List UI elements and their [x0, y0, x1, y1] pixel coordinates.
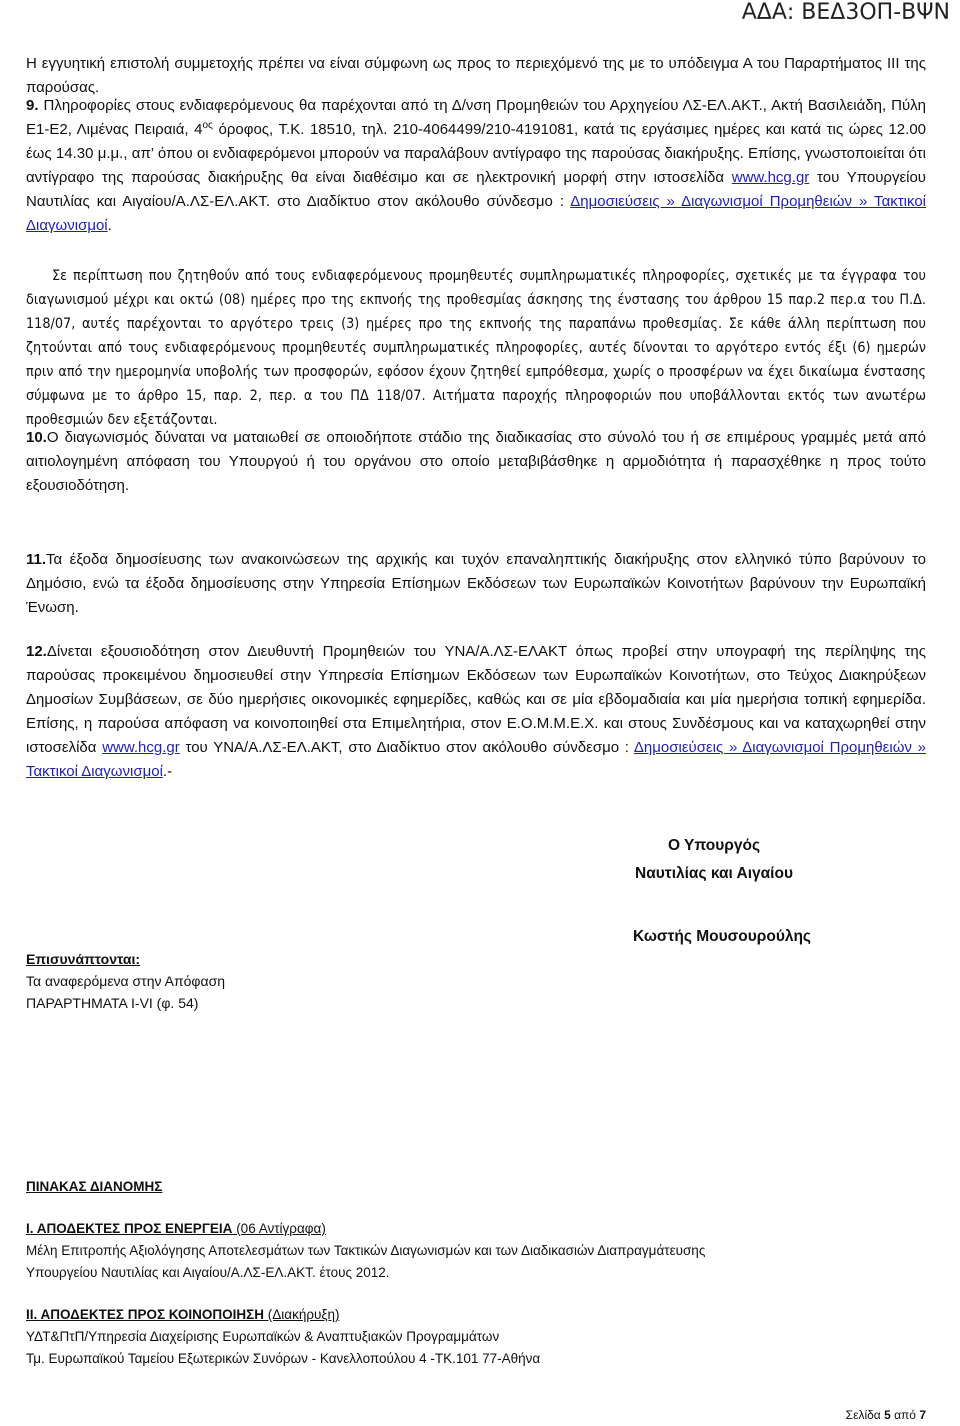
paragraph-9	[26, 94, 926, 238]
attachments-line-1: Τα αναφερόμενα στην Απόφαση	[26, 973, 226, 989]
signatory-name: Κωστής Μουσουρούλης	[632, 928, 811, 945]
page-of-label: από	[890, 1408, 920, 1422]
attachments-block	[26, 948, 225, 1014]
paragraph-10-text: Ο διαγωνισμός δύναται να ματαιωθεί σε οποιοδήποτε στάδιο της διαδικασίας στο σύνολό του ή σε επιμέρους γραμμές μετά από αιτιολογημένη απόφαση του Υπουργού ή του οργάνου στο οποίο μεταβιβάσθηκε η αρμοδιότητα ή παρασχέθηκε η προς τούτο εξουσιοδότηση.	[26, 429, 926, 494]
page-number	[846, 1408, 926, 1422]
paragraph-12	[26, 640, 926, 784]
tenders-section-link[interactable]: Δημοσιεύσεις » Διαγωνισμοί Προμηθειών » Τακτικοί Διαγωνισμοί	[26, 193, 926, 234]
p9-text-4: .	[107, 217, 112, 234]
distribution-title: ΠΙΝΑΚΑΣ ΔΙΑΝΟΜΗΣ	[26, 1179, 163, 1194]
p12-text-1: Δίνεται εξουσιοδότηση στον Διευθυντή Προμηθειών του ΥΝΑ/Α.ΛΣ-ΕΛΑΚΤ όπως προβεί στην υπογραφή της περίληψης της παρούσας προκειμένου δημοσιευθεί στην Υπηρεσία Επίσημων Εκδόσεων των Ευρωπαϊκών Κοινοτήτων, στο Τεύχος Διακηρύξεων Δημοσίων Συμβάσεων, σε δύο ημερήσιες οικονομικές εφημερίδες, καθώς και σε μία εβδομαδιαία και μία ημερήσια τοπική εφημερίδα. Επίσης, η παρούσα απόφαση να κοινοποιηθεί στα Επιμελητήρια, στον Ε.Ο.Μ.Μ.Ε.Χ. και στους Συνδέσμους και να καταχωρηθεί στην ιστοσελίδα	[26, 643, 926, 756]
paragraph-9-info-requests: Σε περίπτωση που ζητηθούν από τους ενδιαφερόμενους προμηθευτές συμπληρωματικές πληροφορίες, σχετικές με τα έγγραφα του διαγωνισμού μέχρι και οκτώ (08) ημέρες προ της εκπνοής της προθεσμίας άσκησης της ένστασης του άρθρου 15 παρ.2 περ.α του Π.Δ. 118/07, αυτές παρέχονται το αργότερο τρεις (3) ημέρες προ της εκπνοής της παραπάνω προθεσμίας. Σε κάθε άλλη περίπτωση που ζητούνται από τους ενδιαφερόμενους προμηθευτές συμπληρωματικές πληροφορίες, αυτές δίνονται το αργότερο εντός έξι (6) ημερών πριν από την ημερομηνία υποβολής των προσφορών, εφόσον έχουν ζητηθεί εμπρόθεσμα, χωρίς ο προσφέρων να έχει δικαίωμα ένστασης σύμφωνα με το άρθρο 15, παρ. 2, περ. α του ΠΔ 118/07. Αιτήματα παροχής πληροφοριών που υποβάλλονται εκτός των ανωτέρω προθεσμιών δεν εξετάζονται.	[26, 268, 926, 428]
paragraph-11	[26, 548, 926, 620]
paragraph-10-number: 10.	[26, 429, 47, 446]
paragraph-9-number: 9.	[26, 97, 39, 114]
section-2-line-1: ΥΔΤ&ΠτΠ/Υπηρεσία Διαχείρισης Ευρωπαϊκών & Αναπτυξιακών Προγραμμάτων	[26, 1329, 500, 1344]
p9-text-3: του Υπουργείου Ναυτιλίας και Αιγαίου/Α.ΛΣ-ΕΛ.ΑΚΤ. στο Διαδίκτυο στον ακόλουθο σύνδεσμο :	[26, 169, 927, 210]
ada-code: ΑΔΑ: ΒΕΔ3ΟΠ-ΒΨΝ	[741, 0, 950, 25]
tenders-section-link-2[interactable]: Δημοσιεύσεις » Διαγωνισμοί Προμηθειών » Τακτικοί Διαγωνισμοί	[26, 739, 926, 780]
attachments-line-2: ΠΑΡΑΡΤΗΜΑΤΑ Ι-VI (φ. 54)	[26, 995, 199, 1011]
section-2-line-2: Τμ. Ευρωπαϊκού Ταμείου Εξωτερικών Συνόρων - Κανελλοπούλου 4 -ΤΚ.101 77-Αθήνα	[26, 1351, 541, 1366]
p12-text-3: .-	[162, 763, 173, 780]
section-2-note: (Διακήρυξη)	[264, 1307, 340, 1322]
signature-ministry: Ναυτιλίας και Αιγαίου	[635, 865, 793, 882]
section-1-line-2: Υπουργείου Ναυτιλίας και Αιγαίου/Α.ΛΣ-ΕΛ.ΑΚΤ. έτους 2012.	[26, 1265, 390, 1280]
distribution-section-1	[26, 1218, 705, 1284]
attachments-title: Επισυνάπτονται:	[26, 951, 140, 967]
paragraph-11-text: Τα έξοδα δημοσίευσης των ανακοινώσεων της αρχικής και τυχόν επαναληπτικής διακήρυξης στον ελληνικό τύπο βαρύνουν το Δημόσιο, ενώ τα έξοδα δημοσίευσης στην Υπηρεσία Επίσημων Εκδόσεων των Ευρωπαϊκών Κοινοτήτων βαρύνουν την Ευρωπαϊκή Ένωση.	[26, 551, 926, 616]
section-1-title: Ι. ΑΠΟΔΕΚΤΕΣ ΠΡΟΣ ΕΝΕΡΓΕΙΑ	[26, 1221, 233, 1236]
page-total: 7	[919, 1408, 926, 1422]
p9-text-2: όροφος, Τ.Κ. 18510, τηλ. 210-4064499/210-4191081, κατά τις εργάσιμες ημέρες και κατά τις ώρες 12.00 έως 14.30 μ.μ., απ’ όπου οι ενδιαφερόμενοι μπορούν να παραλάβουν αντίγραφο της παρούσας διακήρυξης. Επίσης, γνωστοποιείται ότι αντίγραφο της παρούσας διακήρυξης θα είναι διαθέσιμο και σε ηλεκτρονική μορφή στην ιστοσελίδα	[26, 121, 926, 186]
paragraph-12-number: 12.	[26, 643, 47, 660]
section-2-title: ΙΙ. ΑΠΟΔΕΚΤΕΣ ΠΡΟΣ ΚΟΙΝΟΠΟΙΗΣΗ	[26, 1307, 265, 1322]
hcg-website-link[interactable]: www.hcg.gr	[731, 169, 810, 186]
p12-text-2: του ΥΝΑ/Α.ΛΣ-ΕΛ.ΑΚΤ, στο Διαδίκτυο στον ακόλουθο σύνδεσμο :	[179, 739, 634, 756]
hcg-website-link-2[interactable]: www.hcg.gr	[102, 739, 180, 756]
paragraph-10	[26, 426, 926, 498]
section-1-line-1: Μέλη Επιτροπής Αξιολόγησης Αποτελεσμάτων των Τακτικών Διαγωνισμών και των Διαδικασιών Διαπραγμάτευσης	[26, 1243, 706, 1258]
signature-title: Ο Υπουργός	[667, 837, 761, 854]
p9-text-1: Πληροφορίες στους ενδιαφερόμενους θα παρέχονται από τη Δ/νση Προμηθειών του Αρχηγείου ΛΣ-ΕΛ.ΑΚΤ., Ακτή Βασιλειάδη, Πύλη Ε1-Ε2, Λιμένας Πειραιά, 4	[26, 97, 926, 138]
distribution-section-2	[26, 1304, 540, 1370]
paragraph-11-number: 11.	[26, 551, 47, 568]
section-1-note: (06 Αντίγραφα)	[232, 1221, 326, 1236]
p9-superscript: ος	[202, 120, 213, 131]
intro-paragraph: Η εγγυητική επιστολή συμμετοχής πρέπει να είναι σύμφωνη ως προς το περιεχόμενό της με το υπόδειγμα Α του Παραρτήματος ΙΙΙ της παρούσας.	[26, 55, 926, 96]
page-label: Σελίδα	[845, 1408, 885, 1422]
page-current: 5	[884, 1408, 891, 1422]
signature-block	[600, 832, 828, 888]
